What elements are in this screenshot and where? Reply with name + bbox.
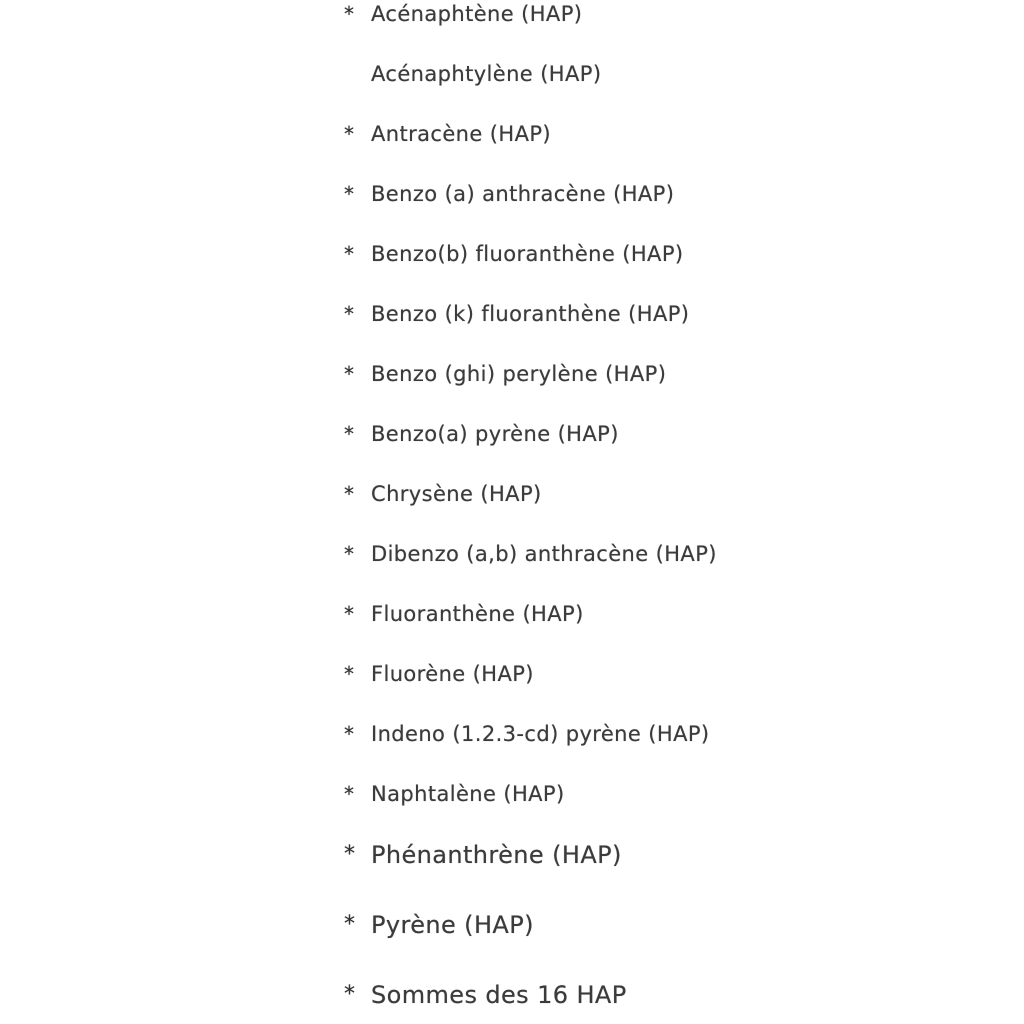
list-item [344,541,1024,601]
list-item-label: Benzo (k) fluoranthène (HAP) [371,302,690,326]
list-item-label: Sommes des 16 HAP [371,981,627,1009]
list-item-label: Naphtalène (HAP) [371,782,565,806]
list-item [344,661,1024,721]
list-item-label: Benzo (a) anthracène (HAP) [371,182,675,206]
asterisk-bullet-icon: * [344,362,355,386]
asterisk-bullet-icon: * [344,842,356,867]
hap-list [0,1,1024,1024]
list-item-label: Acénaphtène (HAP) [371,2,583,26]
list-item [344,361,1024,421]
list-item-label: Chrysène (HAP) [371,482,542,506]
list-item [344,601,1024,661]
asterisk-bullet-icon: * [344,422,355,446]
list-item-label: Acénaphtylène (HAP) [371,62,602,86]
list-item-label: Phénanthrène (HAP) [371,841,622,869]
asterisk-bullet-icon: * [344,302,355,326]
list-item [344,121,1024,181]
list-item [344,241,1024,301]
asterisk-bullet-icon: * [344,782,355,806]
list-item-label: Pyrène (HAP) [371,911,534,939]
list-item [344,981,1024,1024]
asterisk-bullet-icon: * [344,662,355,686]
asterisk-bullet-icon: * [344,912,356,937]
list-item [344,911,1024,981]
list-item-label: Fluorène (HAP) [371,662,534,686]
asterisk-bullet-icon: * [344,542,355,566]
list-item-label: Indeno (1.2.3-cd) pyrène (HAP) [371,722,710,746]
asterisk-bullet-icon: * [344,722,355,746]
list-item [344,301,1024,361]
asterisk-bullet-icon: * [344,2,355,26]
list-item [344,181,1024,241]
list-item [344,841,1024,911]
asterisk-bullet-icon: * [344,242,355,266]
asterisk-bullet-icon: * [344,482,355,506]
list-item-label: Benzo (ghi) perylène (HAP) [371,362,667,386]
list-item-label: Benzo(a) pyrène (HAP) [371,422,619,446]
list-item [344,1,1024,61]
list-item-label: Dibenzo (a,b) anthracène (HAP) [371,542,717,566]
list-item-label: Benzo(b) fluoranthène (HAP) [371,242,684,266]
list-item [344,481,1024,541]
list-item-label: Antracène (HAP) [371,122,551,146]
list-item [344,721,1024,781]
asterisk-bullet-icon: * [344,182,355,206]
asterisk-bullet-icon: * [344,122,355,146]
list-item [344,421,1024,481]
asterisk-bullet-icon: * [344,982,356,1007]
list-item [344,61,1024,121]
list-item-label: Fluoranthène (HAP) [371,602,584,626]
asterisk-bullet-icon: * [344,602,355,626]
list-item [344,781,1024,841]
